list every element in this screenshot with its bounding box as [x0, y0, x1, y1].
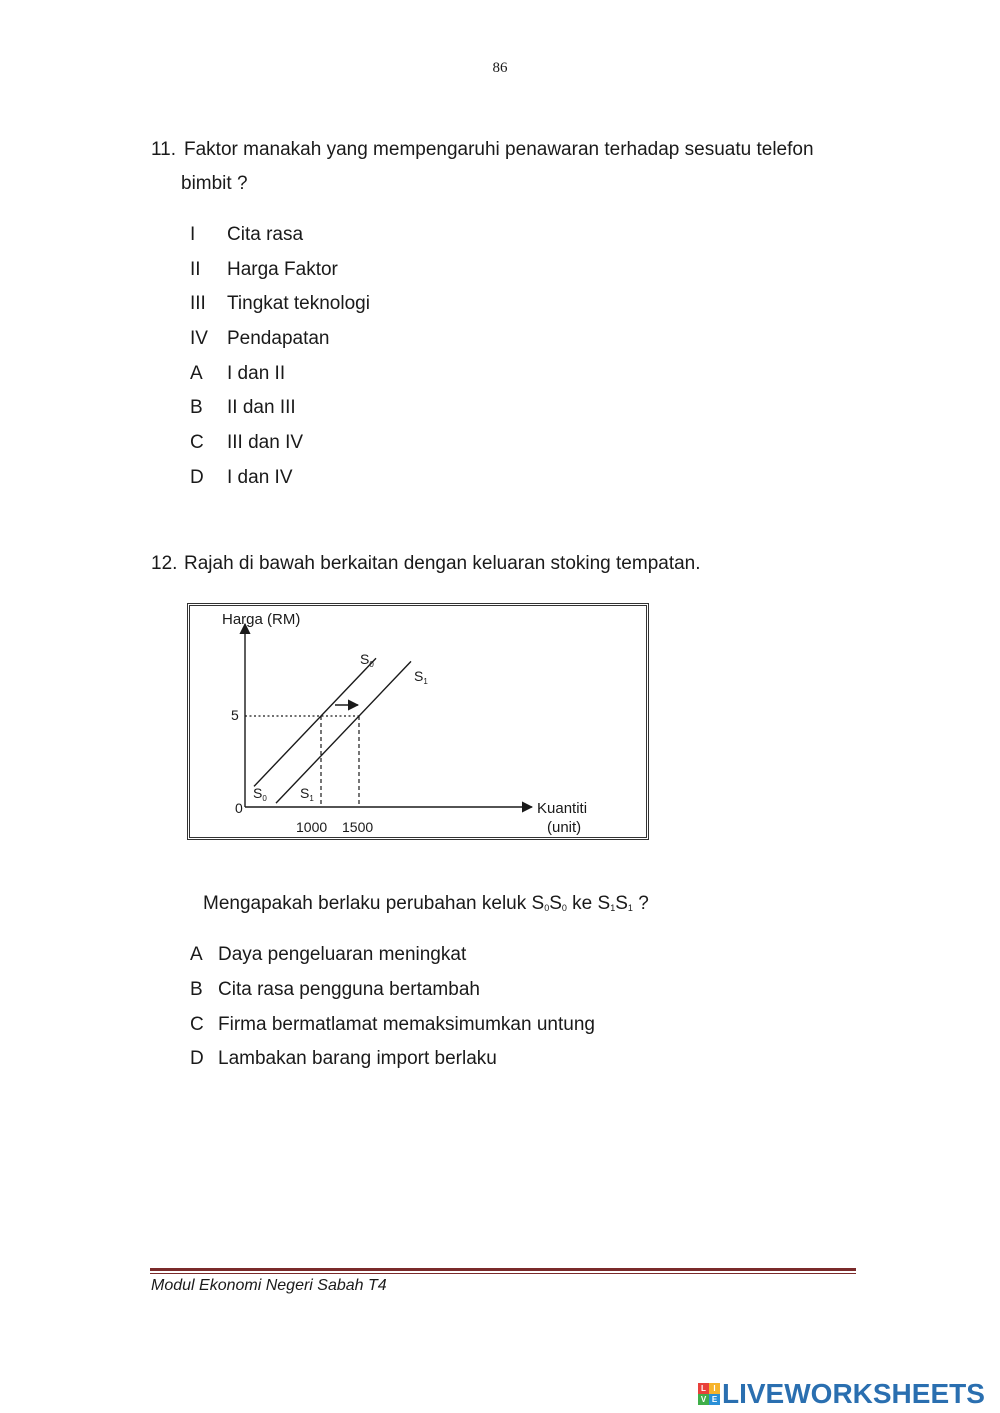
- supply-shift-chart: [187, 603, 649, 840]
- s1-bottom-label: $S_1$: [300, 785, 314, 803]
- statement-label: I: [190, 224, 196, 245]
- page-number: 86: [492, 60, 508, 76]
- liveworksheets-brand: [698, 1376, 985, 1412]
- x-axis-label: Kuantiti: [537, 800, 588, 817]
- question-11-text-line2: bimbit ?: [181, 173, 248, 194]
- option-text: I dan IV: [227, 467, 293, 488]
- q12-option-d[interactable]: [190, 1047, 650, 1071]
- q11-statement-iii: [190, 292, 490, 316]
- statement-text: Pendapatan: [227, 328, 330, 349]
- q12-option-a[interactable]: [190, 943, 650, 967]
- footer-rule: [150, 1268, 856, 1271]
- option-text: Firma bermatlamat memaksimumkan untung: [218, 1014, 595, 1035]
- brand-name: LIVEWORKSHEETS: [722, 1378, 985, 1409]
- x-tick-label-1000: 1000: [296, 819, 328, 835]
- option-text: III dan IV: [227, 432, 304, 453]
- q11-option-d[interactable]: [190, 466, 490, 490]
- supply-curve-s1: [276, 661, 411, 803]
- question-12-number: 12.: [151, 553, 178, 574]
- q11-statement-ii: [190, 258, 490, 282]
- option-text: Daya pengeluaran meningkat: [218, 944, 467, 965]
- statement-label: IV: [190, 328, 208, 349]
- statement-label: II: [190, 259, 201, 280]
- q11-statement-i: [190, 223, 490, 247]
- liveworksheets-logo-icon: [698, 1383, 720, 1405]
- footer-rule-thin: [150, 1273, 856, 1274]
- statement-text: Cita rasa: [227, 224, 304, 245]
- q11-option-b[interactable]: [190, 396, 490, 420]
- statement-text: Tingkat teknologi: [227, 293, 370, 314]
- logo-tile: V: [698, 1394, 709, 1405]
- option-label: B: [190, 979, 203, 1000]
- option-label: C: [190, 1014, 204, 1035]
- q11-option-c[interactable]: [190, 431, 490, 455]
- option-label: B: [190, 397, 203, 418]
- x-tick-label-1500: 1500: [342, 819, 374, 835]
- q11-option-a[interactable]: [190, 362, 490, 386]
- option-label: C: [190, 432, 204, 453]
- option-label: A: [190, 363, 203, 384]
- y-axis-label: Harga (RM): [222, 611, 301, 628]
- statement-text: Harga Faktor: [227, 259, 338, 280]
- option-text: I dan II: [227, 363, 286, 384]
- supply-curve-s0: [254, 658, 376, 786]
- y-tick-label: 5: [231, 707, 239, 723]
- origin-label: 0: [235, 800, 243, 816]
- option-label: D: [190, 1048, 204, 1069]
- option-label: A: [190, 944, 203, 965]
- question-11-text-line1: Faktor manakah yang mempengaruhi penawaran terhadap sesuatu telefon: [184, 139, 814, 160]
- footer-module-title: Modul Ekonomi Negeri Sabah T4: [151, 1277, 387, 1294]
- q11-statement-iv: [190, 327, 490, 351]
- s0-bottom-label: $S_0$: [253, 785, 267, 803]
- option-text: Cita rasa pengguna bertambah: [218, 979, 480, 1000]
- q12-option-c[interactable]: [190, 1013, 650, 1037]
- option-text: Lambakan barang import berlaku: [218, 1048, 497, 1069]
- option-text: II dan III: [227, 397, 296, 418]
- s0-top-label: $S_0$: [360, 651, 374, 669]
- logo-tile: E: [709, 1394, 720, 1405]
- option-label: D: [190, 467, 204, 488]
- s1-top-label: $S_1$: [414, 668, 428, 686]
- logo-tile: I: [709, 1383, 720, 1394]
- q12-option-b[interactable]: [190, 978, 650, 1002]
- logo-tile: L: [698, 1383, 709, 1394]
- statement-label: III: [190, 293, 206, 314]
- question-11-number: 11.: [151, 139, 177, 160]
- x-axis-unit: (unit): [547, 819, 582, 836]
- question-12-text: Rajah di bawah berkaitan dengan keluaran stoking tempatan.: [184, 553, 701, 574]
- chart-svg: [190, 606, 646, 837]
- question-12-prompt: Mengapakah berlaku perubahan keluk $S_0S_0$ ke $S_1S_1$ ?: [203, 893, 649, 914]
